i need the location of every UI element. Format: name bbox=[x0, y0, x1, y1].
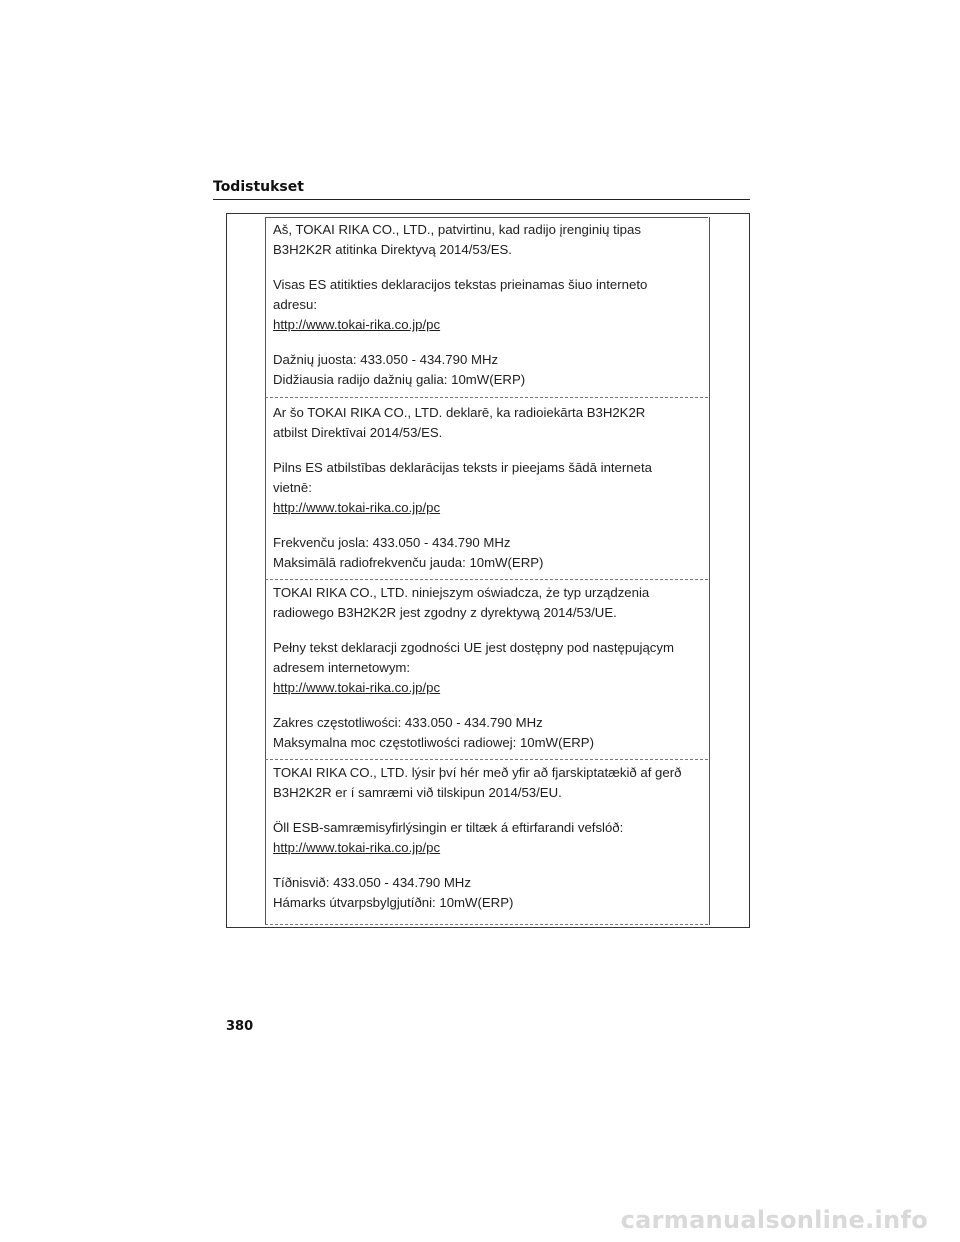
block-separator bbox=[265, 759, 708, 760]
declaration-text-line: Ar šo TOKAI RIKA CO., LTD. deklarē, ka radioiekārta B3H2K2R bbox=[273, 405, 646, 420]
full-text-info-line: vietnē: bbox=[273, 480, 312, 495]
watermark: carmanualsonline.info bbox=[620, 1206, 928, 1234]
title-rule bbox=[213, 199, 750, 200]
max-power: Hámarks útvarpsbylgjutíðni: 10mW(ERP) bbox=[273, 895, 514, 910]
declaration-block-lv bbox=[273, 403, 703, 573]
frequency-band: Dažnių juosta: 433.050 - 434.790 MHz bbox=[273, 352, 499, 367]
declaration-url[interactable] bbox=[273, 678, 703, 698]
declaration-block-pl bbox=[273, 583, 703, 753]
full-text-info-line: Pilns ES atbilstības deklarācijas teksts ir pieejams šādā interneta bbox=[273, 460, 652, 475]
declaration-url-text[interactable]: http://www.tokai-rika.co.jp/pc bbox=[273, 500, 441, 515]
inner-bottom-rule bbox=[265, 924, 708, 925]
declaration-url[interactable] bbox=[273, 315, 703, 335]
declaration-url-text[interactable]: http://www.tokai-rika.co.jp/pc bbox=[273, 840, 441, 855]
max-power: Didžiausia radijo dažnių galia: 10mW(ERP) bbox=[273, 372, 526, 387]
declaration-text-line: radiowego B3H2K2R jest zgodny z dyrektywą 2014/53/UE. bbox=[273, 605, 617, 620]
frequency-band: Zakres częstotliwości: 433.050 - 434.790 MHz bbox=[273, 715, 543, 730]
full-text-info-line: Visas ES atitikties deklaracijos tekstas prieinamas šiuo interneto bbox=[273, 277, 648, 292]
declaration-text-line: B3H2K2R atitinka Direktyvą 2014/53/ES. bbox=[273, 242, 512, 257]
declaration-url-text[interactable]: http://www.tokai-rika.co.jp/pc bbox=[273, 317, 441, 332]
declaration-text-line: Aš, TOKAI RIKA CO., LTD., patvirtinu, kad radijo įrenginių tipas bbox=[273, 222, 641, 237]
declaration-url[interactable] bbox=[273, 838, 703, 858]
full-text-info-line: adresu: bbox=[273, 297, 317, 312]
block-separator bbox=[265, 397, 708, 398]
full-text-info-line: Pełny tekst deklaracji zgodności UE jest dostępny pod następującym bbox=[273, 640, 674, 655]
page-number: 380 bbox=[226, 1019, 254, 1034]
declaration-url[interactable] bbox=[273, 498, 703, 518]
declaration-block-lt bbox=[273, 220, 703, 390]
frequency-band: Tíðnisvið: 433.050 - 434.790 MHz bbox=[273, 875, 471, 890]
declaration-text-line: atbilst Direktīvai 2014/53/ES. bbox=[273, 425, 443, 440]
full-text-info-line: adresem internetowym: bbox=[273, 660, 411, 675]
block-separator bbox=[265, 579, 708, 580]
frequency-band: Frekvenču josla: 433.050 - 434.790 MHz bbox=[273, 535, 511, 550]
declaration-url-text[interactable]: http://www.tokai-rika.co.jp/pc bbox=[273, 680, 441, 695]
inner-top-rule bbox=[265, 217, 708, 218]
declaration-text-line: TOKAI RIKA CO., LTD. niniejszym oświadcza, że typ urządzenia bbox=[273, 585, 650, 600]
max-power: Maksimālā radiofrekvenču jauda: 10mW(ERP) bbox=[273, 555, 544, 570]
declaration-text-line: TOKAI RIKA CO., LTD. lýsir því hér með yfir að fjarskiptatækið af gerð bbox=[273, 765, 682, 780]
declaration-text-line: B3H2K2R er í samræmi við tilskipun 2014/53/EU. bbox=[273, 785, 562, 800]
declaration-block-is bbox=[273, 763, 703, 913]
section-title: Todistukset bbox=[213, 179, 304, 195]
full-text-info-line: Öll ESB-samræmisyfirlýsingin er tiltæk á eftirfarandi vefslóð: bbox=[273, 820, 624, 835]
max-power: Maksymalna moc częstotliwości radiowej: 10mW(ERP) bbox=[273, 735, 594, 750]
